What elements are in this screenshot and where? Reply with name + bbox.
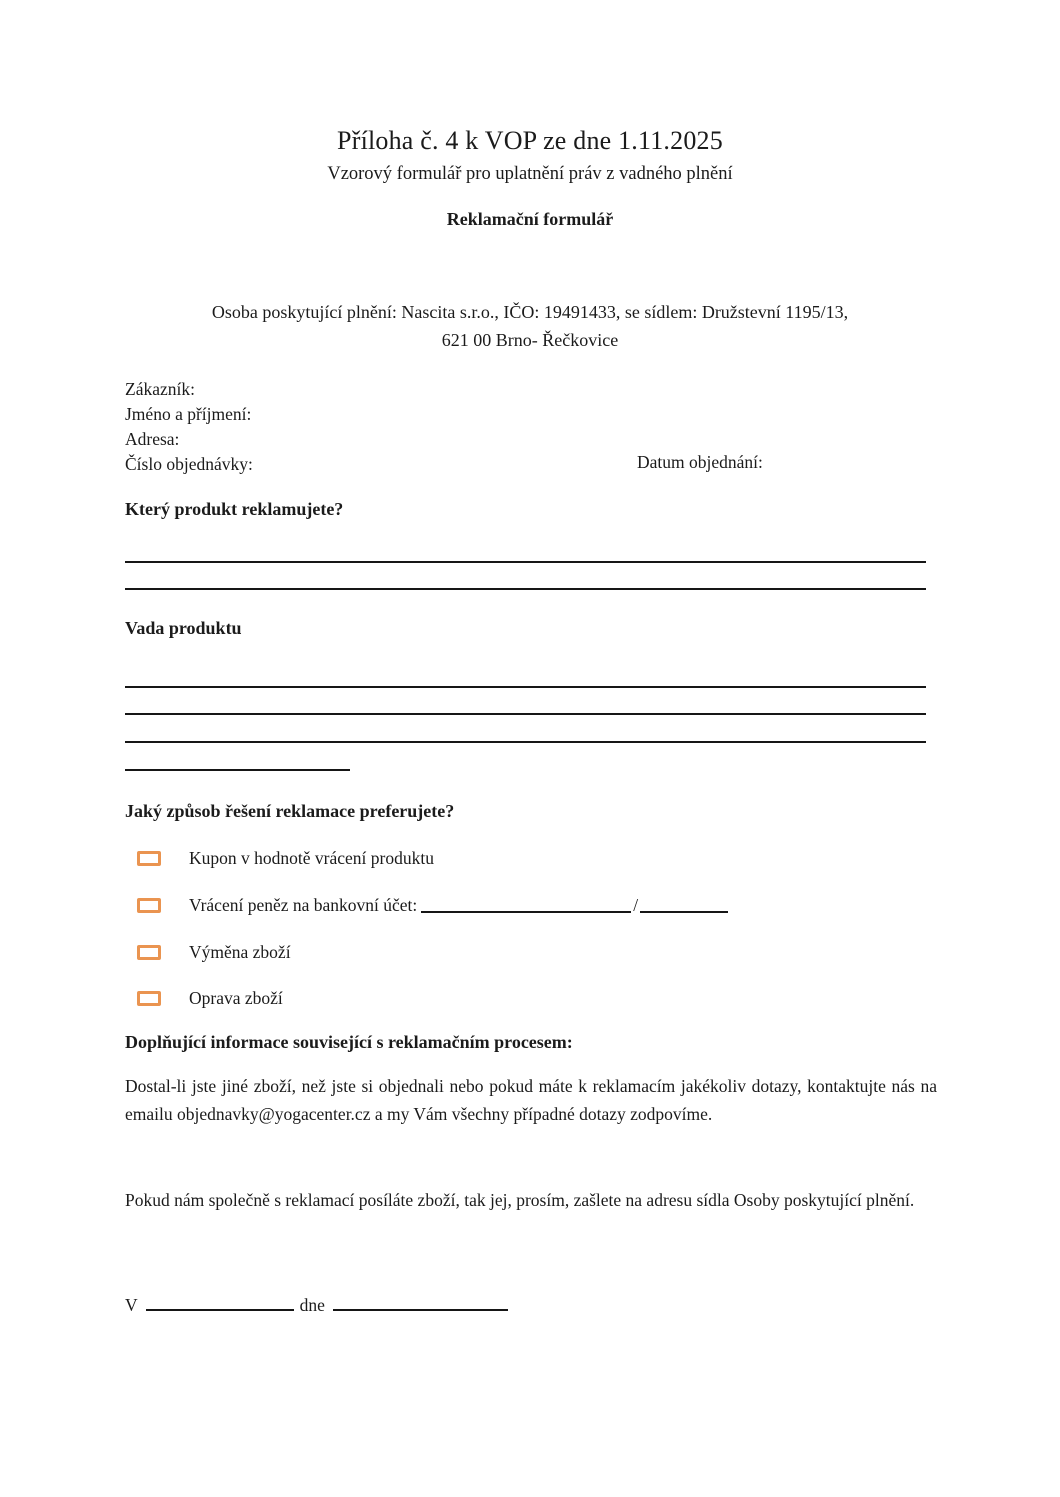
provider-info bbox=[0, 298, 1060, 354]
resolution-question-heading: Jaký způsob řešení reklamace preferujete? bbox=[125, 801, 455, 821]
option-voucher bbox=[125, 848, 434, 868]
customer-fields bbox=[125, 377, 253, 477]
signature-date-label: dne bbox=[299, 1295, 325, 1315]
document-subtitle: Vzorový formulář pro uplatnění práv z vadného plnění bbox=[327, 164, 733, 184]
voucher-checkbox-icon[interactable] bbox=[137, 851, 161, 866]
bank-code-write-line bbox=[640, 897, 728, 913]
form-heading: Reklamační formulář bbox=[446, 209, 614, 229]
exchange-checkbox-icon[interactable] bbox=[137, 945, 161, 960]
defect-write-line-4 bbox=[125, 769, 350, 771]
name-label: Jméno a příjmení: bbox=[125, 404, 252, 424]
provider-line-2: 621 00 Brno- Řečkovice bbox=[441, 330, 619, 350]
product-question-heading: Který produkt reklamujete? bbox=[125, 499, 344, 519]
option-exchange bbox=[125, 942, 291, 962]
option-repair bbox=[125, 988, 283, 1008]
defect-write-line-2 bbox=[125, 713, 926, 715]
defect-write-line-1 bbox=[125, 686, 926, 688]
contact-paragraph: Dostal-li jste jiné zboží, než jste si objednali nebo pokud máte k reklamacím jakékoliv dotazy, kontaktujte nás na emailu objednavky@yogacenter.cz a my Vám všechny případné dotazy zodpovíme. bbox=[125, 1076, 937, 1124]
product-write-line-1 bbox=[125, 561, 926, 563]
shipping-paragraph: Pokud nám společně s reklamací posíláte zboží, tak jej, prosím, zašlete na adresu sídla Osoby poskytující plnění. bbox=[125, 1190, 915, 1210]
signature-place-write-line bbox=[146, 1295, 294, 1311]
address-label: Adresa: bbox=[125, 429, 180, 449]
bank-account-write-line bbox=[421, 897, 631, 913]
bank-account-separator: / bbox=[633, 894, 639, 915]
signature-place-label: V bbox=[125, 1295, 138, 1315]
voucher-option-label: Kupon v hodnotě vrácení produktu bbox=[189, 847, 434, 868]
signature-row bbox=[125, 1295, 508, 1316]
order-number-label: Číslo objednávky: bbox=[125, 454, 253, 474]
defect-write-line-3 bbox=[125, 741, 926, 743]
exchange-option-label: Výměna zboží bbox=[189, 941, 291, 962]
customer-label: Zákazník: bbox=[125, 379, 195, 399]
signature-date-write-line bbox=[333, 1295, 508, 1311]
option-refund bbox=[125, 895, 728, 915]
order-date-label: Datum objednání: bbox=[637, 452, 763, 472]
refund-option-label: Vrácení peněz na bankovní účet: bbox=[189, 894, 418, 915]
document-title: Příloha č. 4 k VOP ze dne 1.11.2025 bbox=[337, 126, 723, 155]
repair-option-label: Oprava zboží bbox=[189, 987, 283, 1008]
product-write-line-2 bbox=[125, 588, 926, 590]
additional-info-heading: Doplňující informace související s reklamačním procesem: bbox=[125, 1032, 573, 1052]
provider-line-1: Osoba poskytující plnění: Nascita s.r.o., IČO: 19491433, se sídlem: Družstevní 1195/13, bbox=[211, 302, 849, 322]
refund-checkbox-icon[interactable] bbox=[137, 898, 161, 913]
repair-checkbox-icon[interactable] bbox=[137, 991, 161, 1006]
defect-heading: Vada produktu bbox=[125, 618, 242, 638]
